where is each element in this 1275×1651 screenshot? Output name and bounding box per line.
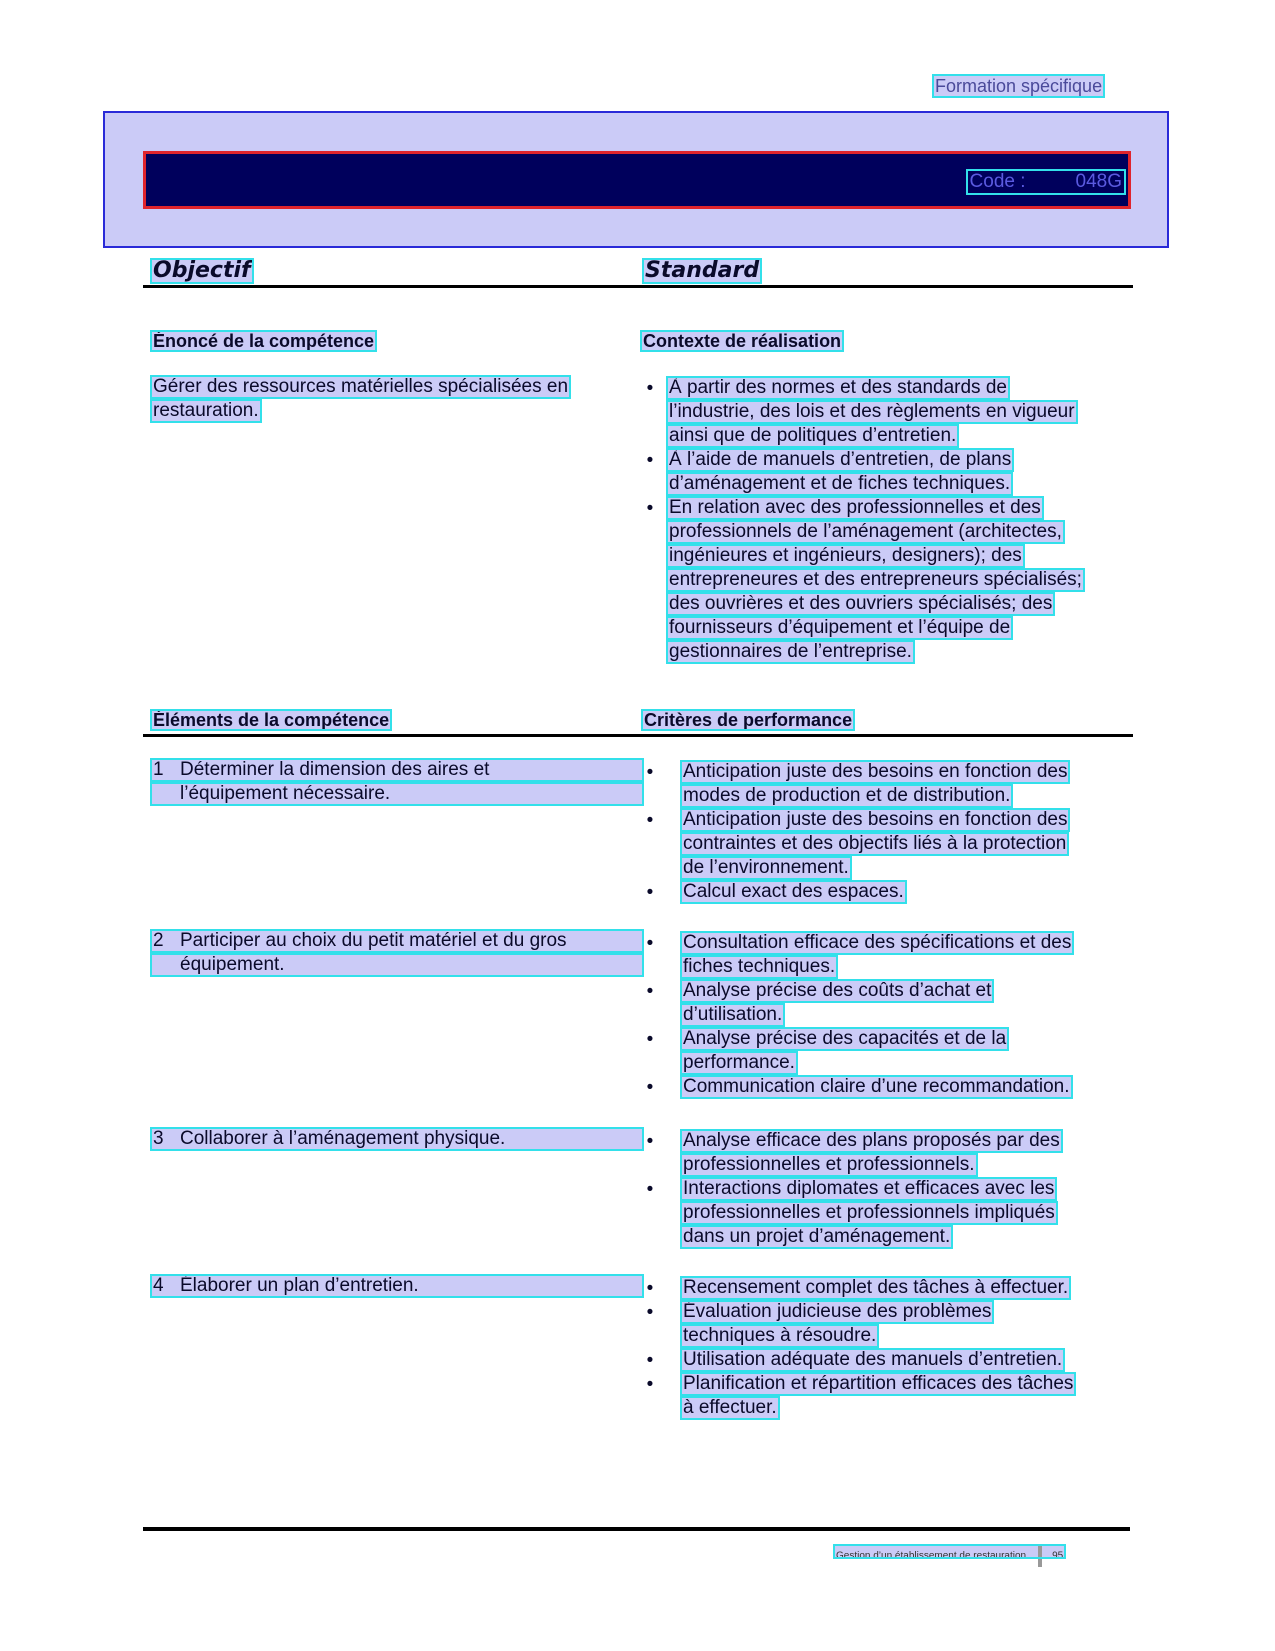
context-line: entrepreneures et des entrepreneurs spécialisés; xyxy=(669,569,1082,590)
criterion-line: à effectuer. xyxy=(683,1397,777,1418)
element-text: équipement. xyxy=(180,954,285,975)
criterion-line: Utilisation adéquate des manuels d’entretien. xyxy=(683,1349,1063,1370)
code-value: 048G xyxy=(1075,171,1122,192)
criterion-line: Anticipation juste des besoins en fonction des xyxy=(683,761,1068,782)
criterion-item xyxy=(643,881,1123,903)
element-number: 3 xyxy=(153,1128,164,1149)
bullet-icon: • xyxy=(646,1350,654,1371)
competence-element xyxy=(151,930,646,978)
bullet-icon: • xyxy=(646,882,654,903)
criteria-heading: Critères de performance xyxy=(644,710,853,730)
context-item xyxy=(643,497,1123,663)
context-line: ingénieures et ingénieurs, designers); des xyxy=(669,545,1022,566)
bullet-icon: • xyxy=(646,1374,654,1395)
bullet-icon: • xyxy=(646,762,654,783)
context-list xyxy=(643,377,1123,665)
criterion-item xyxy=(643,761,1123,807)
bullet-icon: • xyxy=(646,1029,654,1050)
standard-heading: Standard xyxy=(645,258,760,283)
bullet-icon: • xyxy=(646,450,654,471)
context-item xyxy=(643,449,1123,495)
context-line: des ouvrières et des ouvriers spécialisés; des xyxy=(669,593,1053,614)
section-label: Formation spécifique xyxy=(935,76,1103,96)
context-line: d’aménagement et de fiches techniques. xyxy=(669,473,1011,494)
criteria-list xyxy=(643,761,1123,905)
context-line: En relation avec des professionnelles et des xyxy=(669,497,1041,518)
competence-element xyxy=(151,1128,646,1152)
criterion-line: Planification et répartition efficaces des tâches xyxy=(683,1373,1074,1394)
criterion-item xyxy=(643,809,1123,879)
elements-rule xyxy=(143,734,1133,737)
element-number: 2 xyxy=(153,930,164,951)
bullet-icon: • xyxy=(646,810,654,831)
footer-rule xyxy=(143,1527,1130,1531)
criterion-item xyxy=(643,1076,1123,1098)
bullet-icon: • xyxy=(646,1179,654,1200)
footer-separator xyxy=(1038,1545,1042,1567)
context-line: gestionnaires de l’entreprise. xyxy=(669,641,912,662)
criterion-line: Évaluation judicieuse des problèmes xyxy=(683,1301,992,1322)
criterion-item xyxy=(643,980,1123,1026)
criterion-line: Consultation efficace des spécifications et des xyxy=(683,932,1072,953)
criterion-item xyxy=(643,932,1123,978)
bullet-icon: • xyxy=(646,1131,654,1152)
context-item xyxy=(643,377,1123,447)
bullet-icon: • xyxy=(646,981,654,1002)
bullet-icon: • xyxy=(646,1302,654,1323)
criterion-line: professionnelles et professionnels impliqués xyxy=(683,1202,1055,1223)
criterion-item xyxy=(643,1301,1123,1347)
criterion-line: Analyse précise des coûts d’achat et xyxy=(683,980,992,1001)
context-line: À l’aide de manuels d’entretien, de plans xyxy=(669,449,1012,470)
criterion-item xyxy=(643,1277,1123,1299)
criterion-line: dans un projet d’aménagement. xyxy=(683,1226,951,1247)
criterion-item xyxy=(643,1178,1123,1248)
criterion-line: Recensement complet des tâches à effectuer. xyxy=(683,1277,1069,1298)
criterion-line: Anticipation juste des besoins en fonction des xyxy=(683,809,1068,830)
program-code xyxy=(968,171,1124,193)
page-number: 95 xyxy=(1052,1550,1064,1562)
criterion-line: Communication claire d’une recommandation. xyxy=(683,1076,1070,1097)
element-text: Déterminer la dimension des aires et xyxy=(180,759,490,780)
criteria-list xyxy=(643,1277,1123,1421)
criterion-line: professionnelles et professionnels. xyxy=(683,1154,975,1175)
element-text: Participer au choix du petit matériel et du gros xyxy=(180,930,567,951)
criterion-line: performance. xyxy=(683,1052,795,1073)
criterion-line: modes de production et de distribution. xyxy=(683,785,1011,806)
code-label: Code : xyxy=(969,171,1026,192)
bullet-icon: • xyxy=(646,1077,654,1098)
element-text: Élaborer un plan d’entretien. xyxy=(180,1275,419,1296)
competence-element xyxy=(151,1275,646,1299)
context-line: À partir des normes et des standards de xyxy=(669,377,1007,398)
criterion-line: fiches techniques. xyxy=(683,956,836,977)
context-heading: Contexte de réalisation xyxy=(643,331,842,351)
footer-title: Gestion d’un établissement de restauration xyxy=(836,1550,1027,1562)
criterion-item xyxy=(643,1130,1123,1176)
competence-element xyxy=(151,759,646,807)
page-footer xyxy=(834,1545,1065,1562)
context-line: l’industrie, des lois et des règlements en vigueur xyxy=(669,401,1075,422)
element-number: 4 xyxy=(153,1275,164,1296)
criterion-item xyxy=(643,1349,1123,1371)
criterion-line: de l’environnement. xyxy=(683,857,849,878)
competence-line: Gérer des ressources matérielles spécialisées en xyxy=(153,376,569,397)
bullet-icon: • xyxy=(646,1278,654,1299)
context-line: professionnels de l’aménagement (architectes, xyxy=(669,521,1062,542)
competence-line: restauration. xyxy=(153,400,259,421)
bullet-icon: • xyxy=(646,378,654,399)
criterion-line: Analyse efficace des plans proposés par des xyxy=(683,1130,1060,1151)
context-line: ainsi que de politiques d’entretien. xyxy=(669,425,957,446)
criterion-line: contraintes et des objectifs liés à la protection xyxy=(683,833,1067,854)
bullet-icon: • xyxy=(646,498,654,519)
criterion-item xyxy=(643,1373,1123,1419)
context-line: fournisseurs d’équipement et l’équipe de xyxy=(669,617,1011,638)
competence-statement xyxy=(151,376,646,424)
title-banner xyxy=(103,111,1169,248)
criteria-list xyxy=(643,932,1123,1100)
criterion-line: techniques à résoudre. xyxy=(683,1325,877,1346)
criterion-line: Calcul exact des espaces. xyxy=(683,881,904,902)
objective-heading: Objectif xyxy=(153,258,251,283)
element-number: 1 xyxy=(153,759,164,780)
criterion-line: Analyse précise des capacités et de la xyxy=(683,1028,1007,1049)
competence-heading: Énoncé de la compétence xyxy=(153,331,375,351)
criterion-line: d’utilisation. xyxy=(683,1004,783,1025)
criteria-list xyxy=(643,1130,1123,1250)
criterion-item xyxy=(643,1028,1123,1074)
bullet-icon: • xyxy=(646,933,654,954)
criterion-line: Interactions diplomates et efficaces avec les xyxy=(683,1178,1055,1199)
heading-rule xyxy=(143,285,1133,288)
element-text: l’équipement nécessaire. xyxy=(180,783,391,804)
elements-heading: Éléments de la compétence xyxy=(153,710,390,730)
title-bar xyxy=(143,151,1131,209)
element-text: Collaborer à l’aménagement physique. xyxy=(180,1128,506,1149)
